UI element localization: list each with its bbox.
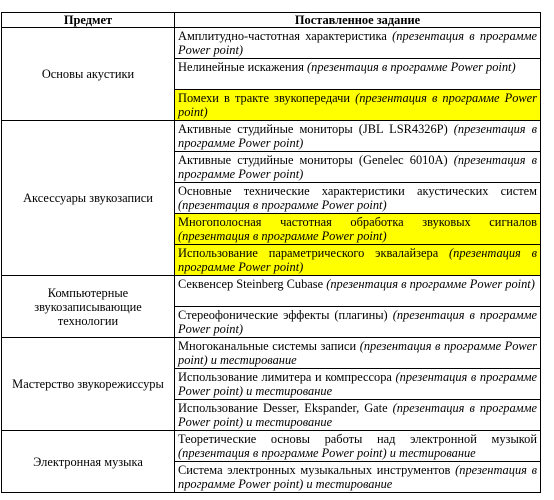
task-cell — [175, 431, 541, 462]
task-cell — [175, 245, 541, 276]
task-cell — [175, 338, 541, 369]
task-title: Нелинейные искажения — [178, 60, 307, 74]
task-cell — [175, 214, 541, 245]
task-cell — [175, 400, 541, 431]
task-cell — [175, 276, 541, 307]
task-title: Активные студийные мониторы (Genelec 6010A) — [178, 153, 454, 167]
task-title: Теоретические основы работы над электронной музыкой — [178, 432, 537, 446]
task-format-note: (презентация в программе Power point) и тестирование — [178, 446, 476, 460]
task-format-note: (презентация в программе Power point) — [178, 198, 387, 212]
task-title: Использование параметрического эквалайзера — [178, 246, 450, 260]
task-title: Стереофонические эффекты (плагины) — [178, 308, 393, 322]
table-body — [2, 28, 541, 493]
table-row — [2, 431, 541, 462]
task-format-note: (презентация в программе Power point) — [178, 153, 537, 181]
task-cell — [175, 28, 541, 59]
table-row — [2, 28, 541, 59]
task-format-note: (презентация в программе Power point) и тестирование — [178, 370, 537, 398]
table-row — [2, 121, 541, 152]
task-title: Использование Desser, Ekspander, Gate — [178, 401, 393, 415]
task-cell — [175, 59, 541, 90]
task-title: Секвенсер Steinberg Cubase — [178, 277, 327, 291]
task-format-note: (презентация в программе Power point) — [326, 277, 535, 291]
header-subject: Предмет — [2, 13, 175, 28]
header-row — [2, 13, 541, 28]
task-format-note: (презентация в программе Power point) — [178, 229, 387, 243]
task-title: Основные технические характеристики акустических систем — [178, 184, 537, 198]
task-format-note: (презентация в программе Power point) — [178, 29, 538, 57]
task-cell — [175, 90, 541, 121]
task-title: Активные студийные мониторы (JBL LSR4326P) — [178, 122, 454, 136]
assignments-table — [1, 12, 541, 493]
task-format-note: (презентация в программе Power point) — [178, 122, 537, 150]
task-title: Многоканальные системы записи — [178, 339, 360, 353]
task-title: Использование лимитера и компрессора — [178, 370, 396, 384]
task-title: Система электронных музыкальных инструментов — [178, 463, 456, 477]
task-format-note: (презентация в программе Power point) — [178, 246, 537, 274]
task-format-note: (презентация в программе Power point) — [178, 91, 537, 119]
task-format-note: (презентация в программе Power point) — [307, 60, 516, 74]
task-cell — [175, 183, 541, 214]
task-format-note: (презентация в программе Power point) и тестирование — [178, 463, 537, 491]
subject-cell: Компьютерные звукозаписывающие технологии — [2, 276, 175, 338]
task-cell — [175, 369, 541, 400]
task-format-note: (презентация в программе Power point) и тестирование — [178, 339, 537, 367]
task-title: Помехи в тракте звукопередачи — [178, 91, 356, 105]
task-cell — [175, 152, 541, 183]
subject-cell: Мастерство звукорежиссуры — [2, 338, 175, 431]
task-format-note: (презентация в программе Power point) и тестирование — [178, 401, 537, 429]
subject-cell: Основы акустики — [2, 28, 175, 121]
task-title: Амплитудно-частотная характеристика — [178, 29, 393, 43]
task-cell — [175, 462, 541, 493]
task-title: Многополосная частотная обработка звуковых сигналов — [178, 215, 537, 229]
subject-cell: Аксессуары звукозаписи — [2, 121, 175, 276]
table-row — [2, 276, 541, 307]
header-task: Поставленное задание — [175, 13, 541, 28]
table-row — [2, 338, 541, 369]
task-cell — [175, 121, 541, 152]
task-format-note: (презентация в программе Power point) — [178, 308, 537, 336]
subject-cell: Электронная музыка — [2, 431, 175, 493]
task-cell — [175, 307, 541, 338]
